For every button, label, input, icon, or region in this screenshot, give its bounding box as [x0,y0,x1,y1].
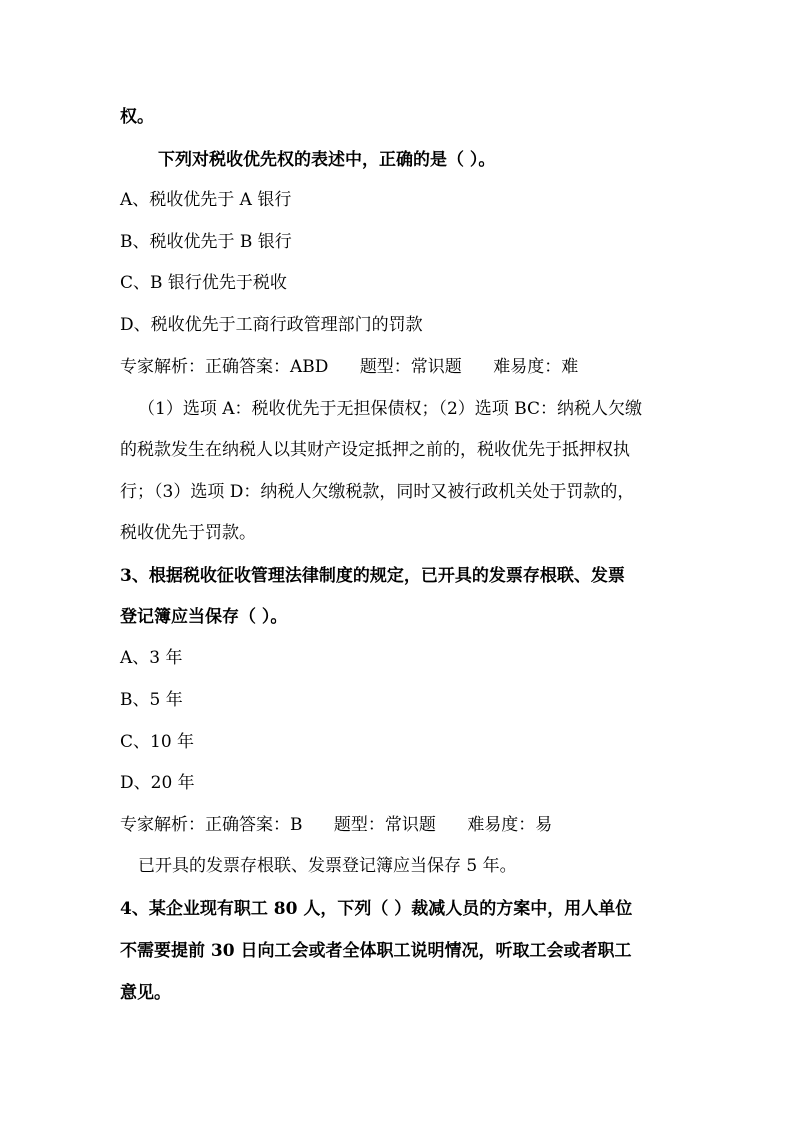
option-c: C、B 银行优先于税收 [120,273,287,293]
text-line: 权。 [120,107,154,127]
question-stem: 下列对税收优先权的表述中，正确的是（ ）。 [158,150,496,170]
explanation-line: （1）选项 A：税收优先于无担保债权；（2）选项 BC：纳税人欠缴 [138,399,643,419]
explanation-line: 已开具的发票存根联、发票登记簿应当保存 5 年。 [138,856,517,876]
option-c: C、10 年 [120,732,195,752]
explanation-line: 行；（3）选项 D：纳税人欠缴税款，同时又被行政机关处于罚款的， [120,482,635,502]
question-3-stem: 3、根据税收征收管理法律制度的规定，已开具的发票存根联、发票 [120,566,625,586]
question-4-stem: 4、某企业现有职工 80 人，下列（ ）裁减人员的方案中，用人单位 [120,899,633,919]
question-type: 题型：常识题 [333,815,436,835]
correct-answer: 专家解析：正确答案：ABD [120,357,329,377]
explanation-line: 税收优先于罚款。 [120,523,256,543]
difficulty: 难易度：易 [467,815,553,835]
question-4-stem-cont: 不需要提前 30 日向工会或者全体职工说明情况，听取工会或者职工 [120,941,632,961]
option-a: A、税收优先于 A 银行 [120,190,292,210]
difficulty: 难易度：难 [493,357,579,377]
option-b: B、5 年 [120,690,183,710]
option-b: B、税收优先于 B 银行 [120,232,292,252]
question-4-stem-end: 意见。 [120,983,171,1003]
expert-analysis-line [120,813,680,837]
option-d: D、税收优先于工商行政管理部门的罚款 [120,315,423,335]
question-3-stem-cont: 登记簿应当保存（ ）。 [120,607,288,627]
correct-answer: 专家解析：正确答案：B [120,815,303,835]
question-type: 题型：常识题 [359,357,462,377]
option-a: A、3 年 [120,648,183,668]
option-d: D、20 年 [120,773,195,793]
expert-analysis-line [120,355,680,379]
explanation-line: 的税款发生在纳税人以其财产设定抵押之前的，税收优先于抵押权执 [120,440,630,460]
